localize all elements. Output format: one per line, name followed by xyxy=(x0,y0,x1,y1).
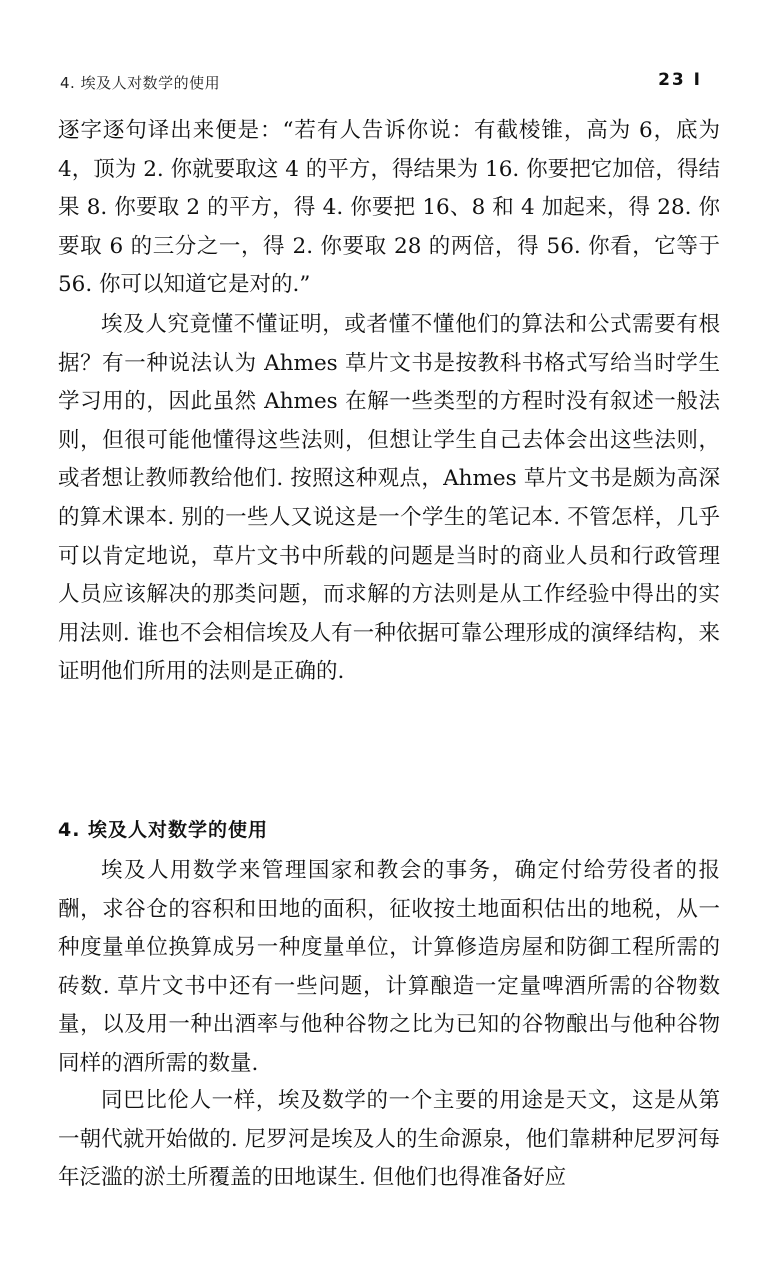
running-header-title: 4. 埃及人对数学的使用 xyxy=(60,74,221,92)
paragraph-uses-of-mathematics: 埃及人用数学来管理国家和教会的事务，确定付给劳役者的报酬，求谷仓的容积和田地的面积，征收按土地面积估出的地税，从一种度量单位换算成另一种度量单位，计算修造房屋和防御工程所需的砖数. 草片文书中还有一些问题，计算酿造一定量啤酒所需的谷物数量，以及用一种出酒率与他种谷物之比为已知的谷物酿出与他种谷物同样的酒所需的数量. xyxy=(58,858,720,1076)
page-number: 23 I xyxy=(658,70,702,90)
section-heading: 4. 埃及人对数学的使用 xyxy=(58,819,269,841)
paragraph-astronomy: 同巴比伦人一样，埃及数学的一个主要的用途是天文，这是从第一朝代就开始做的. 尼罗河是埃及人的生命源泉，他们靠耕种尼罗河每年泛滥的淤土所覆盖的田地谋生. 但他们也得准备好应 xyxy=(58,1088,720,1191)
paragraph-translation: 逐字逐句译出来便是：“若有人告诉你说：有截棱锥，高为 6，底为 4，顶为 2. 你就要取这 4 的平方，得结果为 16. 你要把它加倍，得结果 8. 你要取 2 的平方，得 4. 你要把 16、8 和 4 加起来，得 28. 你要取 6 的三分之一，得 2. 你要取 28 的两倍，得 56. 你看，它等于 56. 你可以知道它是对的.” xyxy=(58,118,720,298)
paragraph-proof-discussion: 埃及人究竟懂不懂证明，或者懂不懂他们的算法和公式需要有根据？有一种说法认为 Ahmes 草片文书是按教科书格式写给当时学生学习用的，因此虽然 Ahmes 在解一些类型的方程时没有叙述一般法则，但很可能他懂得这些法则，但想让学生自己去体会出这些法则，或者想让教师教给他们. 按照这种观点，Ahmes 草片文书是颇为高深的算术课本. 别的一些人又说这是一个学生的笔记本. 不管怎样，几乎可以肯定地说，草片文书中所载的问题是当时的商业人员和行政管理人员应该解决的那类问题，而求解的方法则是从工作经验中得出的实用法则. 谁也不会相信埃及人有一种依据可靠公理形成的演绎结构，来证明他们所用的法则是正确的. xyxy=(58,312,720,685)
running-header xyxy=(60,72,710,96)
